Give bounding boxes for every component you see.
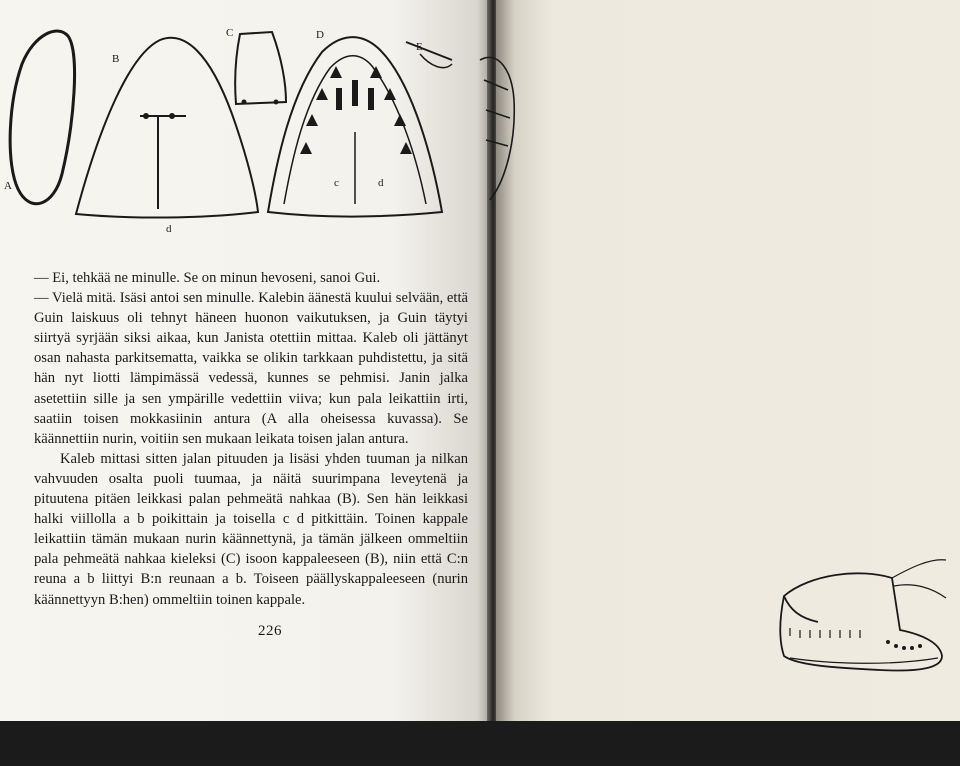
finished-moccasin-illustration	[770, 538, 956, 678]
svg-text:E: E	[416, 41, 423, 53]
right-page	[496, 0, 960, 721]
svg-text:B: B	[112, 53, 120, 65]
page-number: 226	[258, 623, 282, 639]
tongue-pattern-c	[235, 32, 286, 104]
svg-text:D: D	[316, 29, 324, 41]
svg-text:d: d	[378, 177, 384, 189]
moccasin-pattern-illustration	[0, 14, 470, 242]
svg-text:c: c	[334, 177, 339, 189]
sewing-illustration	[478, 40, 518, 210]
paragraph: Kaleb mittasi sitten jalan pituuden ja lisäsi yhden tuuman ja nilkan vahvuuden osalta puoli tuumaa, ja näitä suurimpana leveytenä ja pituutena pitäen leikkasi palan pehmeätä nahkaa (B). Sen hän leikkasi halki viillolla a b poikittain ja toisella c d pitkittäin. Toinen kappale leikattiin tämän mukaan nurin käännettynä, ja tämän jälkeen ommeltiin pala pehmeätä nahkaa kieleksi (C) isoon kappaleeseen (B), niin että C:n reuna a b liittyi B:n reunaan a b. Toiseen päällyskappaleeseen (nurin käännettyyn B:hen) ommeltiin toinen kappale.	[34, 450, 468, 608]
svg-text:C: C	[226, 27, 234, 39]
svg-text:d: d	[166, 223, 172, 235]
left-page-text	[34, 268, 468, 610]
paragraph: — Ei, tehkää ne minulle. Se on minun hevoseni, sanoi Gui.	[34, 270, 381, 286]
sole-pattern-a	[10, 31, 74, 204]
paragraph: — Vielä mitä. Isäsi antoi sen minulle. Kalebin äänestä kuului selvään, että Guin laiskuus oli tehnyt häneen huonon vaikutuksen, ja Guin täytyi siirtyä syrjään siksi aikaa, kun Janista otettiin mittaa. Kaleb oli jättänyt osan nahasta parkitsematta, vaikka se olikin tarkkaan puhdistettu, ja sitä hän nyt liotti lämpimässä vedessä, kunnes se pehmisi. Janin jalka asetettiin sille ja sen ympärille vedettiin viiva; kun pala leikattiin irti, saatiin toisen mokkasiinin antura (A alla oheisessa kuvassa). Se käännettiin nurin, voitiin sen mukaan leikata toisen jalan antura.	[34, 290, 468, 447]
needle-e	[406, 42, 452, 60]
svg-text:A: A	[4, 180, 12, 192]
upper-pattern-b	[76, 38, 258, 218]
left-page	[0, 0, 492, 721]
